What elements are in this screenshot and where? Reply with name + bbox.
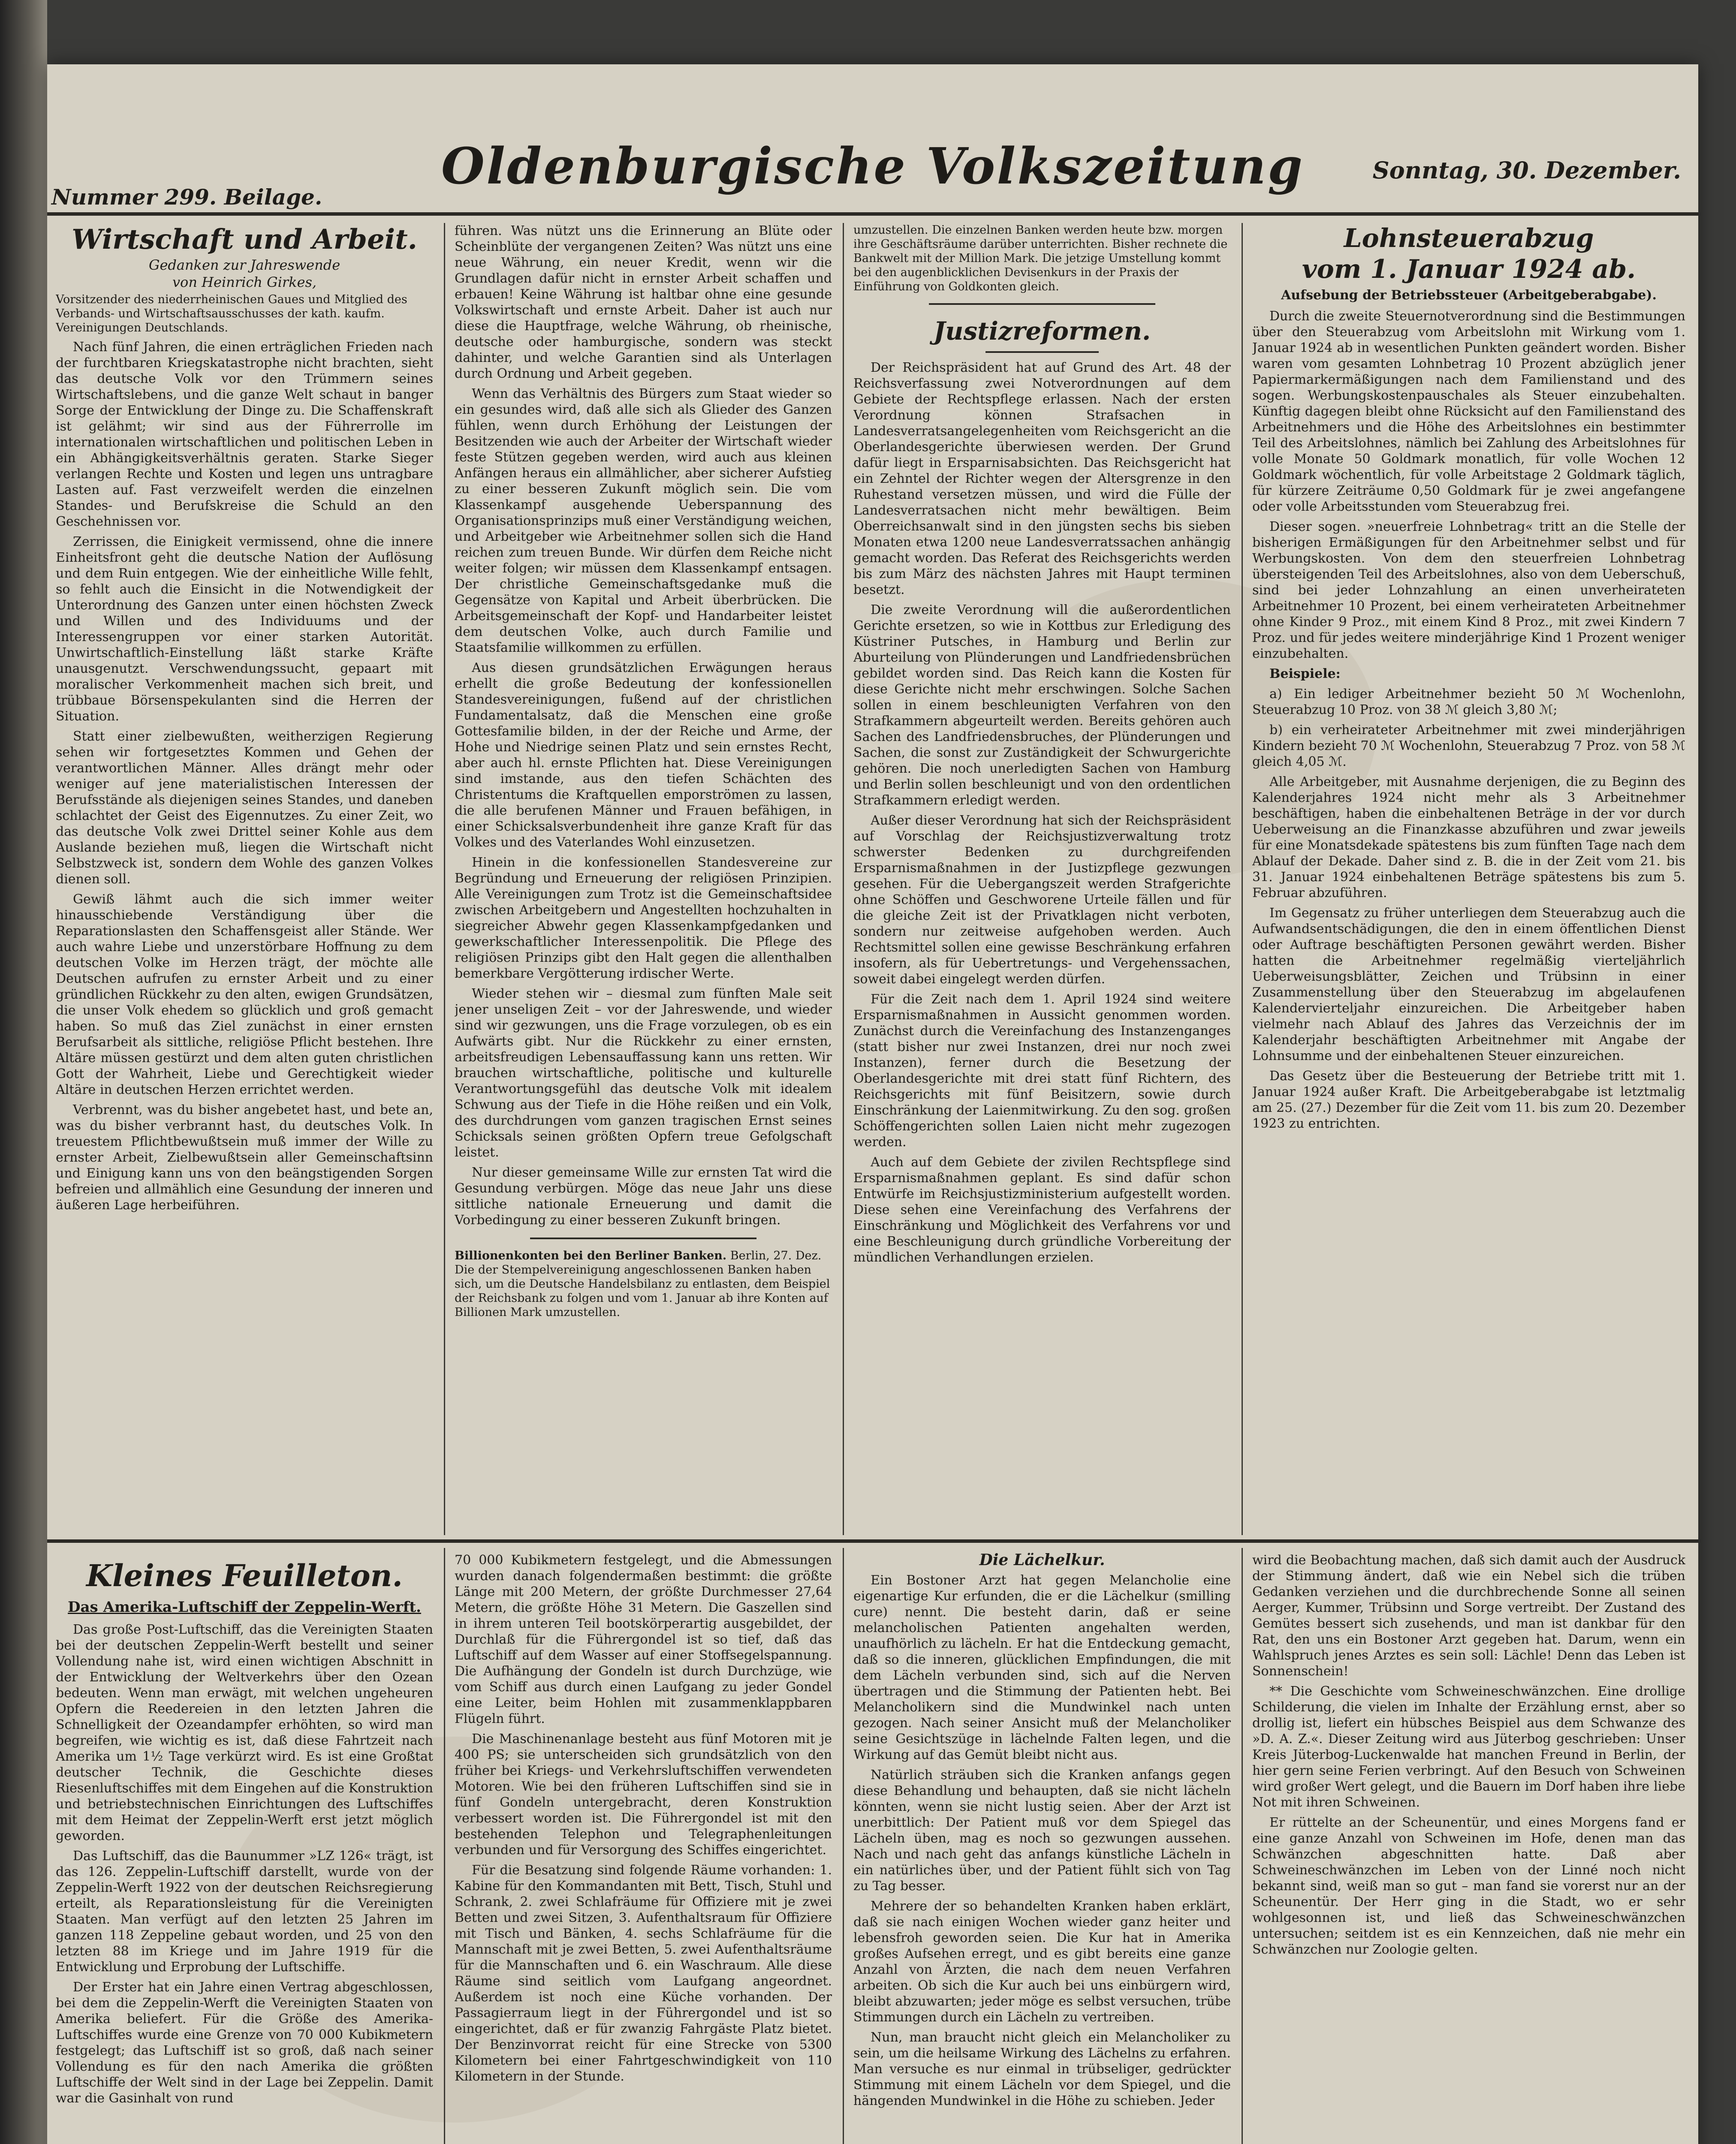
feuilleton-title: Kleines Feuilleton. — [86, 1558, 403, 1593]
bank-notice-continued: umzustellen. Die einzelnen Banken werden heute bzw. morgen ihre Geschäftsräume darüber unterrichten. Bisher rechnete die Bankwelt mit der Million Mark. Die jetzige Umstellung kommt bei den augenblicklichen Devisenkurs in der Praxis der Einführung von Goldkonten gleich. — [853, 223, 1228, 293]
feuilleton-zeppelin — [56, 1552, 433, 2144]
issue-date: Sonntag, 30. Dezember. — [1372, 157, 1681, 184]
column-divider — [1242, 223, 1243, 1535]
newspaper-page — [47, 64, 1698, 2144]
paragraph: Ein Bostoner Arzt hat gegen Melancholie eine eigenartige Kur erfunden, die er die Lächelkur (smilling cure) nennt. Die besteht darin, daß er seine melancholischen Patienten angehalten werden, unaufhörlich zu lächeln. Er hat die Entdeckung gemacht, daß so die inneren, glücklichen Empfindungen, die mit dem Lächeln verbunden sind, sich auf die Nerven übertragen und die Stimmung der Patienten hebt. Bei Melancholikern sind die Mundwinkel nach unten gezogen. Nach seiner Ansicht muß der Melancholiker seine Gesichtszüge in lächelnde Falten legen, und die Wirkung auf das Gemüt bleibt nicht aus. — [853, 1573, 1231, 1762]
issue-number: Nummer 299. Beilage. — [51, 184, 322, 210]
paragraph: Gewiß lähmt auch die sich immer weiter hinausschiebende Verständigung über die Reparationslasten den Schaffensgeist aller Stände. Wer auch wahre Liebe und unzerstörbare Hoffnung zu dem deutschen Volke im Herzen trägt, der möchte alle Deutschen aufrufen zu ernster Arbeit und zu einer gründlichen Rückkehr zu den alten, ewigen Grundsätzen, die unser Volk ehedem so glücklich und groß gemacht haben. So muß das Ziel zunächst in einer ernsten Berufsarbeit als sittliche, religiöse Pflicht bestehen. Ihre Altäre müssen gestürzt und dem alten guten christlichen Gott der Wahrheit, Liebe und Gerechtigkeit wieder Altäre in deutschen Herzen errichtet werden. — [56, 892, 433, 1097]
paragraph: Mehrere der so behandelten Kranken haben erklärt, daß sie nach einigen Wochen wieder ganz heiter und lebensfroh geworden seien. Die Kur hat in Amerika großes Aufsehen erregt, und es gibt bereits eine ganze Anzahl von Ärzten, die nach dem neuen Verfahren arbeiten. Ob sich die Kur auch bei uns einbürgern wird, bleibt abzuwarten; jeder möge es selbst versuchen, trübe Stimmungen durch ein Lächeln zu vertreiben. — [853, 1899, 1231, 2025]
paragraph: führen. Was nützt uns die Erinnerung an Blüte oder Scheinblüte der vergangenen Zeiten? Was nützt uns eine neue Währung, ein neuer Kredit, wenn wir die Grundlagen dafür nicht in ernster Arbeit schaffen und erbauen! Keine Währung ist haltbar ohne eine gesunde Volkswirtschaft und ernste Arbeit. Daher ist auch nur diese die Hauptfrage, welche Währung, ob rheinische, deutsche oder hamburgische, sondern was steckt dahinter, und welche Garantien sind als Unterlagen durch Ordnung und Arbeit gegeben. — [455, 223, 832, 381]
masthead-rule — [47, 212, 1698, 216]
paragraph: 70 000 Kubikmetern festgelegt, und die Abmessungen wurden danach folgendermaßen bestimmt: die größte Länge mit 200 Metern, der größte Durchmesser 27,64 Metern, die größte Höhe 31 Metern. Die Gaszellen sind in ihrem unteren Teil bootskörperartig ausgebildet, der Durchlaß für die Führergondel ist so tief, daß das Luftschiff auf dem Wasser auf einer Stoffsegelspannung. Die Aufhängung der Gondeln ist durch Durchzüge, wie vom Schiff aus durch einen Laufgang zu jeder Gondel eine Leiter, beim Hohlen mit zusammenklappbaren Flügeln führt. — [455, 1553, 832, 1726]
feuilleton-zeppelin-continued — [455, 1552, 832, 2144]
column-divider — [843, 1548, 844, 2144]
paragraph: Nur dieser gemeinsame Wille zur ernsten Tat wird die Gesundung verbürgen. Möge das neue Jahr uns diese sittliche nationale Erneuerung und damit die Vorbedingung zu einer besseren Zukunft bringen. — [455, 1165, 832, 1228]
paragraph: Wieder stehen wir – diesmal zum fünften Male seit jener unseligen Zeit – vor der Jahreswende, und wieder sind wir gezwungen, uns die Frage vorzulegen, ob es ein Aufwärts gibt. Nur die Rückkehr zu einer ernsten, arbeitsfreudigen Lebensauffassung kann uns retten. Wir brauchen wirtschaftliche, politische und kulturelle Verantwortungsgefühl das deutsche Volk mit idealem Schwung aus der Tiefe in die Höhe reißen und ein Volk, des durchdrungen vom ganzen tragischen Ernst seines Schicksals seinen größten Opfern treue Gefolgschaft leistet. — [455, 986, 832, 1160]
title-underline — [986, 351, 1099, 353]
feuilleton-schweineschwaenzchen — [1252, 1552, 1685, 2144]
paragraph: Verbrennt, was du bisher angebetet hast, und bete an, was du bisher verbrannt hast, du deutsches Volk. In treuestem Pflichtbewußtsein muß immer der Wille zu ernster Arbeit, Zielbewußtsein aller Gemeinschaftsinn und Einigung kann uns von den beängstigenden Sorgen befreien und allmählich eine Gesundung der inneren und äußeren Lage herbeiführen. — [56, 1102, 433, 1213]
article-justizreformen — [853, 223, 1231, 1531]
article-title-line2: vom 1. Januar 1924 ab. — [1302, 254, 1636, 284]
section-rule — [530, 1238, 756, 1239]
paragraph: Für die Zeit nach dem 1. April 1924 sind weitere Ersparnismaßnahmen in Aussicht genommen worden. Zunächst durch die Vereinfachung des Instanzenganges (statt bisher nur zwei Instanzen, drei nur noch zwei Instanzen), ferner durch die Besetzung der Oberlandesgerichte mit drei statt fünf Richtern, des Reichsgerichts mit fünf Beisitzern, sowie durch Einschränkung der Laienmitwirkung. Zu den sog. großen Schöffengerichten sollen Laien nicht mehr zugezogen werden. — [853, 992, 1231, 1150]
feuilleton-laechelkur — [853, 1552, 1231, 2144]
paragraph: Aus diesen grundsätzlichen Erwägungen heraus erhellt die große Bedeutung der konfessionellen Standesvereinigungen, fußend auf der christlichen Fundamentalsatz, daß die Menschen eine große Gottesfamilie bilden, in der der Reiche und Arme, der Hohe und Niedrige seinen Platz und sein ernstes Recht, aber auch hl. ernste Pflichten hat. Diese Vereinigungen sind imstande, aus den tiefen Schächten des Christentums die Kraftquellen emporströmen zu lassen, die alle berufenen Männer und Frauen befähigen, in einer Schicksalsverbundenheit ihre ganze Kraft für das Volkes und des Vaterlandes Wohl einzusetzen. — [455, 660, 832, 850]
paragraph: Dieser sogen. »neuerfreie Lohnbetrag« tritt an die Stelle der bisherigen Ermäßigungen für den Arbeitnehmer selbst und für Werbungskosten. Von dem den steuerfreien Lohnbetrag übersteigenden Teil des Arbeitslohnes, also von dem Ueberschuß, sind bei jeder Lohnzahlung an einen unverheirateten Arbeitnehmer 10 Prozent, bei einem verheirateten Arbeitnehmer ohne Kinder 9 Proz., mit einem Kind 8 Proz., mit zwei Kindern 7 Proz. und für jedes weitere minderjährige Kind 1 Prozent weniger einzubehalten. — [1252, 519, 1685, 661]
paragraph: Natürlich sträuben sich die Kranken anfangs gegen diese Behandlung und behaupten, daß sie nicht lächeln könnten, wenn sie nicht lustig seien. Aber der Arzt ist unerbittlich: Der Patient muß vor dem Spiegel das Lächeln üben, mag es noch so gezwungen aussehen. Nach und nach geht das anfangs künstliche Lächeln in ein natürliches über, und der Patient fühlt sich von Tag zu Tag besser. — [853, 1768, 1231, 1894]
article-lohnsteuerabzug — [1252, 223, 1685, 1531]
paragraph: Auch auf dem Gebiete der zivilen Rechtspflege sind Ersparnismaßnahmen geplant. Es sind dafür schon Entwürfe im Reichsjustizministerium aufgestellt worden. Diese sehen eine Vereinfachung des Verfahrens der Einschränkung und Möglichkeit des Verfahrens vor und eine Beschleunigung durch gründliche Vorbereitung der mündlichen Verhandlungen erzielen. — [853, 1155, 1231, 1265]
paragraph: Nach fünf Jahren, die einen erträglichen Frieden nach der furchtbaren Kriegskatastrophe nicht brachten, sieht das deutsche Volk vor den Trümmern seines Wirtschaftslebens, und die ganze Welt schaut in banger Sorge der Entwicklung der Dinge zu. Die Schaffenskraft ist gelähmt; wir sind aus der Führerrolle im internationalen wirtschaftlichen und politischen Leben in ein Abhängigkeitsverhältnis geraten. Starke Sieger verlangen Rechte und Kosten und legen uns untragbare Lasten auf. Fast verzweifelt werden die einzelnen Standes- und Berufskreise die Schuld an den Geschehnissen vor. — [56, 340, 433, 529]
article-continued — [455, 223, 832, 1531]
paragraph: Das Gesetz über die Besteuerung der Betriebe tritt mit 1. Januar 1924 außer Kraft. Die Arbeitgeberabgabe ist letztmalig am 25. (27.) Dezember für die Zeit vom 11. bis zum 20. Dezember 1923 zu entrichten. — [1252, 1069, 1685, 1131]
article-wirtschaft-und-arbeit — [56, 223, 433, 1531]
column-divider — [843, 223, 844, 1535]
masthead — [47, 64, 1698, 210]
feuilleton-article-title: Die Lächelkur. — [979, 1552, 1105, 1569]
paragraph: Das große Post-Luftschiff, das die Vereinigten Staaten bei der deutschen Zeppelin-Werft bestellt und seiner Vollendung nahe ist, wird einen wichtigen Abschnitt in der Entwicklung der Weltverkehrs über den Ozean bedeuten. Wenn man erwägt, mit welchen ungeheuren Opfern die Reedereien in den letzten Jahren die Schnelligkeit der Ozeandampfer erhöhten, so wird man begreifen, wie wichtig es ist, daß diese Fahrtzeit nach Amerika um 1½ Tage verkürzt wird. Es ist eine Großtat deutscher Technik, die Geschichte dieses Riesenluftschiffes mit dem Eingehen auf die Konstruktion und betriebstechnischen Einrichtungen des Luftschiffes mit dem Heimat der Zeppelin-Werft erst jetzt möglich geworden. — [56, 1622, 433, 1843]
example-a: a) Ein lediger Arbeitnehmer bezieht 50 ℳ Wochenlohn, Steuerabzug 10 Proz. von 38 ℳ gleich 3,80 ℳ; — [1252, 687, 1685, 717]
examples-label: Beispiele: — [1269, 666, 1341, 681]
article-subtitle: Aufsebung der Betriebssteuer (Arbeitgeberabgabe). — [1281, 288, 1657, 303]
article-title: Justizreformen. — [933, 316, 1151, 346]
bank-notice — [455, 1249, 832, 1319]
paragraph: Nun, man braucht nicht gleich ein Melancholiker zu sein, um die heilsame Wirkung des Lächelns zu erfahren. Man versuche es nur einmal in trübseliger, gedrückter Stimmung mit einem Lächeln vor dem Spiegel, und die hängenden Mundwinkel in die Höhe zu schieben. Jeder — [853, 2030, 1231, 2108]
column-divider — [444, 223, 445, 1535]
paragraph: Statt einer zielbewußten, weitherzigen Regierung sehen wir fortgesetztes Kommen und Gehen der verantwortlichen Männer. Alles drängt mehr oder weniger auf jene materialistischen Interessen der Berufsstände als diejenigen seines Standes, und daneben schlachtet der Geist des Eigennutzes. Zu einer Zeit, wo das deutsche Volk zwei Drittel seiner Kohle aus dem Auslande beziehen muß, liegen die Wirtschaft nicht Selbstzweck ist, sondern dem Wohle des ganzen Volkes dienen soll. — [56, 729, 433, 887]
paragraph: Im Gegensatz zu früher unterliegen dem Steuerabzug auch die Aufwandsentschädigungen, die den in einem öffentlichen Dienst oder Auftrage beschäftigten Personen gewährt werden. Bisher hatten die Arbeitnehmer regelmäßig vierteljährlich Ueberweisungsblätter, Zeichen und Trübsinn in einer Zusammenstellung über den Steuerabzug im abgelaufenen Kalendervierteljahr einzureichen. Die Arbeitgeber haben vielmehr nach Ablauf des Jahres das Verzeichnis der im Kalenderjahr beschäftigten Arbeitnehmer mit Angabe der Lohnsumme und der einbehaltenen Steuer einzureichen. — [1252, 906, 1685, 1063]
article-title: Wirtschaft und Arbeit. — [72, 223, 417, 256]
feuilleton-rule — [47, 1539, 1698, 1543]
paragraph: Der Reichspräsident hat auf Grund des Art. 48 der Reichsverfassung zwei Notverordnungen auf dem Gebiete der Rechtspflege erlassen. Nach der ersten Verordnung können Strafsachen in Landesverratsangelegenheiten vom Reichsgericht an die Oberlandesgerichte überwiesen werden. Der Grund dafür liegt in Ersparnisabsichten. Das Reichsgericht hat ein Zehntel der Richter wegen der Altersgrenze in den Ruhestand versetzen müssen, und wird die Fülle der Landesverratsachen nicht mehr bewältigen. Beim Oberreichsanwalt sind in den jüngsten sechs bis sieben Monaten etwa 1200 neue Landesverratssachen anhängig gemacht worden. Das Referat des Reichsgerichts werden bis zum März des nächsten Jahres mit Haupt terminen besetzt. — [853, 360, 1231, 597]
author-note: Vorsitzender des niederrheinischen Gaues und Mitglied des Verbands- und Wirtschaftsausschusses der kath. kaufm. Vereinigungen Deutschlands. — [56, 293, 407, 334]
paragraph: Außer dieser Verordnung hat sich der Reichspräsident auf Vorschlag der Reichsjustizverwaltung trotz schwerster Bedenken zu durchgreifenden Ersparnismaßnahmen in der Justizpflege gezwungen gesehen. Für die Uebergangszeit werden Strafgerichte ohne Schöffen und Geschworene Urteile fällen und für die gleiche Zeit ist der Privatklagen nicht verboten, sondern nur zeitweise aufgehoben werden. Auch Rechtsmittel sollen eine gewisse Beschränkung erfahren insofern, als für Uebertretungs- und Vergehenssachen, soweit dabei eingelegt werden dürfen. — [853, 813, 1231, 987]
paragraph: Alle Arbeitgeber, mit Ausnahme derjenigen, die zu Beginn des Kalenderjahres 1924 nicht mehr als 3 Arbeitnehmer beschäftigen, haben die einbehaltenen Beträge in der vor durch Ueberweisung an die Finanzkasse abzuführen und zwar jeweils für eine Monatsdekade spätestens bis zum fünften Tage nach dem Ablauf der Dekade. Daher sind z. B. die in der Zeit vom 21. bis 31. Januar 1924 einbehaltenen Beträge spätestens bis zum 5. Februar abzuführen. — [1252, 774, 1685, 900]
column-divider — [1242, 1548, 1243, 2144]
notice-title: Billionenkonten bei den Berliner Banken. — [455, 1249, 727, 1262]
paragraph: Die zweite Verordnung will die außerordentlichen Gerichte ersetzen, so wie in Kottbus zur Erledigung des Küstriner Putsches, in Hamburg und Berlin zur Aburteilung von Plünderungen und Landfriedensbrüchen gebildet worden sind. Das Reich kann die Kosten für diese Gerichte nicht mehr erschwingen. Solche Sachen sollen in einem beschleunigten Verfahren von den Strafkammern abgeurteilt werden. Bereits gehören auch Sachen des Landfriedensbruches, der Plünderungen und Sachen, die sonst zur Zuständigkeit der Schwurgerichte gehören. Die noch unerledigten Sachen von Hamburg und Berlin sollen beschleunigt und von den ordentlichen Strafkammern erledigt werden. — [853, 602, 1231, 808]
paragraph: Er rüttelte an der Scheunentür, und eines Morgens fand er eine ganze Anzahl von Schweinen im Hofe, denen man das Schwänzchen abgeschnitten hatte. Daß aber Schweineschwänzchen im Leben von der Linné noch nicht bekannt sind, weiß man so gut – man fand sie vorerst nur an der Scheunentür. Der Herr ging in die Stadt, wo er sehr wohlgesonnen ist, und ließ das Schweineschwänzchen untersuchen; seitdem ist es ein Kennzeichen, daß nie mehr ein Schwänzchen nur Zoologie gelten. — [1252, 1815, 1685, 1957]
notice-text: Berlin, 27. Dez. Die der Stempelvereinigung angeschlossenen Banken haben sich, um die Deutsche Handelsbilanz zu entlasten, dem Beispiel der Reichsbank zu folgen und vom 1. Januar ab ihre Konten auf Billionen Mark umzustellen. — [455, 1249, 830, 1319]
article-author: von Heinrich Girkes, — [172, 274, 317, 290]
paragraph: Die Maschinenanlage besteht aus fünf Motoren mit je 400 PS; sie unterscheiden sich grundsätzlich von den früher bei Kriegs- und Verkehrsluftschiffen verwendeten Motoren. Wie bei den früheren Luftschiffen sind sie in fünf Gondeln untergebracht, deren Konstruktion verbessert worden ist. Die Führergondel ist mit den bestehenden Telephon und Telegraphenleitungen verbunden und für Versorgung des Schiffes eingerichtet. — [455, 1731, 832, 1858]
article-title: Lohnsteuerabzug — [1344, 223, 1594, 253]
newspaper-title: Oldenburgische Volkszeitung — [441, 137, 1305, 196]
paragraph: Wenn das Verhältnis des Bürgers zum Staat wieder so ein gesundes wird, daß alle sich als Glieder des Ganzen fühlen, wenn durch Erhöhung der Leistungen der Besitzenden wie auch der Arbeiter der Wirtschaft wieder feste Stützen gegeben werden, wird auch aus kleinen Anfängen heraus ein allmählicher, aber sicherer Aufstieg zu einer besseren Zukunft möglich sein. Die vom Klassenkampf ausgehende Ueberspannung des Organisationsprinzips muß einer Verständigung weichen, und Arbeitgeber wie Arbeitnehmer sollen sich die Hand reichen zum treuen Bunde. Wir dürfen dem Reiche nicht weiter folgen; wir müssen dem Klassenkampf entsagen. Der christliche Gemeinschaftsgedanke muß die Gegensätze von Kapital und Arbeit überbrücken. Die Arbeitsgemeinschaft der Kopf- und Handarbeiter leistet dem deutschen Volke, auch durch Familie und Staatsfamilie willkommen zu erfüllen. — [455, 386, 832, 655]
section-rule — [929, 303, 1155, 305]
book-spine — [0, 0, 47, 2144]
paragraph: wird die Beobachtung machen, daß sich damit auch der Ausdruck der Stimmung ändert, daß wie ein Nebel sich die trüben Gedanken verziehen und die durchbrechende Sonne all seinen Aerger, Kummer, Trübsinn und Sorge vertreibt. Der Zustand des Gemütes bessert sich zusehends, und man ist dankbar für den Rat, den uns ein Bostoner Arzt gegeben hat. Darum, wenn ein Wahlspruch jenes Arztes es sein soll: Lächle! Denn das Leben ist Sonnenschein! — [1252, 1553, 1685, 1679]
paragraph: Durch die zweite Steuernotverordnung sind die Bestimmungen über den Steuerabzug vom Arbeitslohn mit Wirkung vom 1. Januar 1924 ab in wesentlichen Punkten geändert worden. Bisher waren vom gesamten Lohnbetrag 10 Prozent abzüglich jener Papiermarkermäßigungen nach dem Familienstand und des sogen. Werbungskostenpauschales als Steuer einzubehalten. Künftig dagegen bleibt ohne Rücksicht auf den Familienstand des Arbeitnehmers und die Höhe des Arbeitslohnes ein bestimmter Teil des Arbeitslohnes, nämlich bei Zahlung des Arbeitslohnes für volle Monate 50 Goldmark monatlich, für volle Wochen 12 Goldmark wöchentlich, für volle Arbeitstage 2 Goldmark täglich, für kürzere Zeiträume 0,50 Goldmark für je zwei angefangene oder volle Arbeitsstunden vom Steuerabzug frei. — [1252, 309, 1685, 514]
paragraph: Der Erster hat ein Jahre einen Vertrag abgeschlossen, bei dem die Zeppelin-Werft die Vereinigten Staaten von Amerika beliefert. Für die Größe des Amerika-Luftschiffes wurde eine Grenze von 70 000 Kubikmetern festgelegt; das Luftschiff ist so groß, daß nach seiner Vollendung es für den nach Amerika die größten Luftschiffe der Welt sind in der Lage bei Zeppelin. Damit war die Gasinhalt von rund — [56, 1980, 433, 2106]
paragraph: Für die Besatzung sind folgende Räume vorhanden: 1. Kabine für den Kommandanten mit Bett, Tisch, Stuhl und Schrank, 2. zwei Schlafräume für Offiziere mit je zwei Betten und zwei Sitzen, 3. Aufenthaltsraum für Offiziere mit Tisch und Bänken, 4. sechs Schlafräume für die Mannschaft mit je zwei Betten, 5. zwei Aufenthaltsräume für die Mannschaften und 6. ein Waschraum. Alle diese Räume sind seitlich vom Laufgang angeordnet. Außerdem ist noch eine Küche vorhanden. Der Passagierraum liegt in der Führergondel und ist so eingerichtet, daß er für zwanzig Fahrgäste Platz bietet. Der Benzinvorrat reicht für eine Strecke von 5300 Kilometern bei einer Fahrtgeschwindigkeit von 110 Kilometern in der Stunde. — [455, 1863, 832, 2084]
example-b: b) ein verheirateter Arbeitnehmer mit zwei minderjährigen Kindern bezieht 70 ℳ Wochenlohn, Steuerabzug 7 Proz. von 58 ℳ gleich 4,05 ℳ. — [1252, 723, 1685, 769]
paragraph: ** Die Geschichte vom Schweineschwänzchen. Eine drollige Schilderung, die vielen im Inhalte der Erzählung ernst, aber so drollig ist, liefert ein hübsches Beispiel aus dem Schwanze des »D. A. Z.«. Dieser Zeitung wird aus Jüterbog geschrieben: Unser Kreis Jüterbog-Luckenwalde hat manchen Freund in Berlin, der hier gern seine Ferien verbringt. Auf den Besuch von Schweinen wird großer Wert gelegt, und die Bauern im Dorf haben ihre liebe Not mit ihren Schweinen. — [1252, 1684, 1685, 1810]
feuilleton-subtitle: Das Amerika-Luftschiff der Zeppelin-Werft. — [68, 1599, 421, 1616]
paragraph: Zerrissen, die Einigkeit vermissend, ohne die innere Einheitsfront geht die deutsche Nation der Auflösung und dem Ruin entgegen. Wie der einheitliche Wille fehlt, so fehlt auch die Einsicht in die Notwendigkeit der Unterordnung des Ganzen unter einen höchsten Zweck und Willen und des Individuums und der Interessengruppen vor einer starken Autorität. Unwirtschaftlich-Einstellung läßt starke Kräfte unausgenutzt. Verschwendungssucht, gepaart mit moralischer Verkommenheit machen sich breit, und trübbaue Börsenspekulanten sind die Herren der Situation. — [56, 534, 433, 724]
paragraph: Das Luftschiff, das die Baunummer »LZ 126« trägt, ist das 126. Zeppelin-Luftschiff darstellt, wurde von der Zeppelin-Werft 1922 von der deutschen Reichsregierung erteilt, als Reparationsleistung für die Vereinigten Staaten. Man verfügt auf den letzten 25 Jahren im ganzen 118 Zeppeline gebaut worden, und 25 von den letzten 88 im Kriege und im Jahre 1919 für die Entwicklung und Erprobung der Luftschiffe. — [56, 1849, 433, 1975]
paragraph: Hinein in die konfessionellen Standesvereine zur Begründung und Erneuerung der religiösen Prinzipien. Alle Vereinigungen zum Trotz ist die Gemeinschaftsidee zwischen Arbeitgebern und Angestellten hochzuhalten in siegreicher Abwehr gegen Klassenkampfgedanken und gewerkschaftlicher Interessenpolitik. Die Pflege des religiösen Prinzips gibt den Halt gegen die allenthalben bemerkbare Vergötterung irdischer Werte. — [455, 855, 832, 981]
column-divider — [444, 1548, 445, 2144]
article-subtitle: Gedanken zur Jahreswende — [148, 257, 341, 273]
